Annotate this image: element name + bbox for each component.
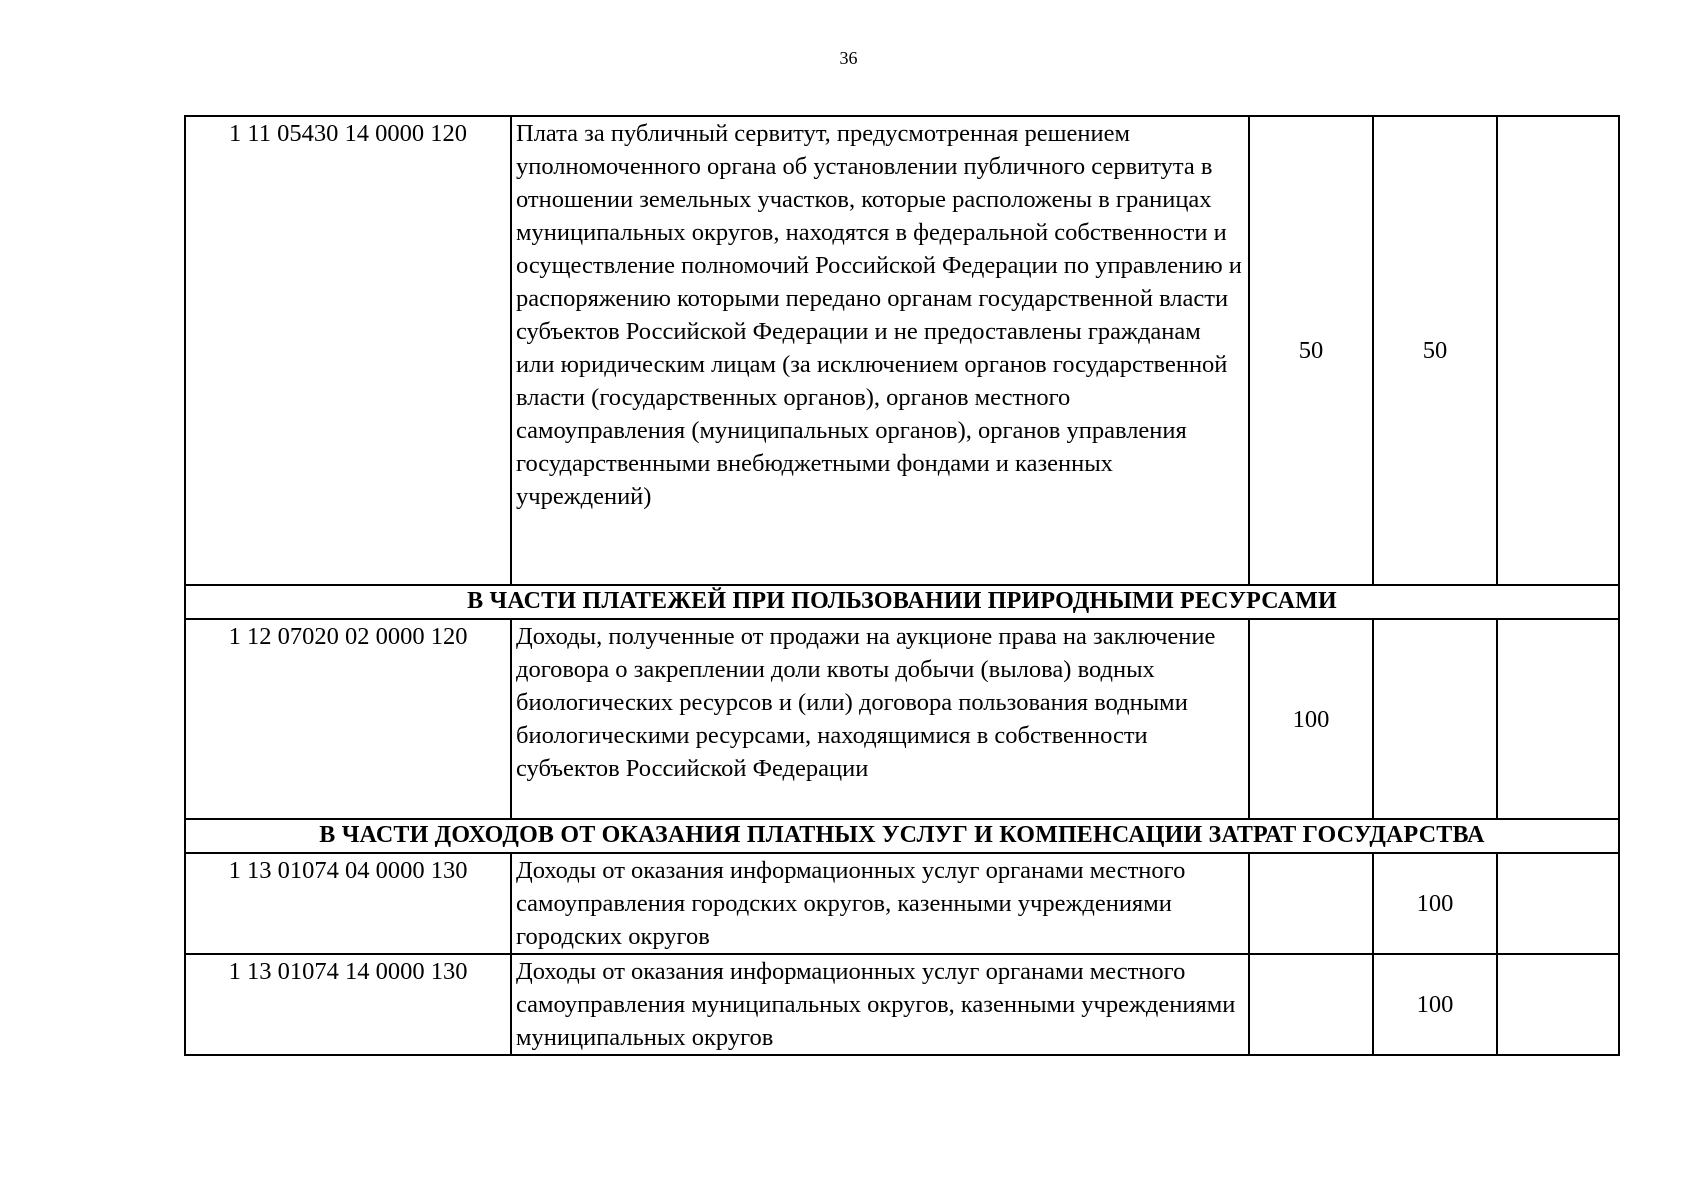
value-cell-1 <box>1249 853 1373 954</box>
section-header-row <box>185 819 1619 853</box>
value-cell-2: 100 <box>1373 853 1497 954</box>
budget-code-cell: 1 13 01074 14 0000 130 <box>185 954 511 1055</box>
value-cell-1: 100 <box>1249 619 1373 819</box>
section-header-natural-resources: В ЧАСТИ ПЛАТЕЖЕЙ ПРИ ПОЛЬЗОВАНИИ ПРИРОДНЫМИ РЕСУРСАМИ <box>185 585 1619 619</box>
value-cell-3 <box>1497 954 1619 1055</box>
revenue-table <box>184 115 1620 1056</box>
value-cell-2: 50 <box>1373 116 1497 585</box>
description-cell: Доходы, полученные от продажи на аукционе права на заключение договора о закреплении доли квоты добычи (вылова) водных биологических ресурсов и (или) договора пользования водными биологическими ресурсами, находящимися в собственности субъектов Российской Федерации <box>511 619 1249 819</box>
description-cell: Доходы от оказания информационных услуг органами местного самоуправления городских округов, казенными учреждениями городских округов <box>511 853 1249 954</box>
table-row <box>185 853 1619 954</box>
description-cell: Плата за публичный сервитут, предусмотренная решением уполномоченного органа об установлении публичного сервитута в отношении земельных участков, которые расположены в границах муниципальных округов, находятся в федеральной собственности и осуществление полномочий Российской Федерации по управлению и распоряжению которыми передано органам государственной власти субъектов Российской Федерации и не предоставлены гражданам или юридическим лицам (за исключением органов государственной власти (государственных органов), органов местного самоуправления (муниципальных органов), органов управления государственными внебюджетными фондами и казенных учреждений) <box>511 116 1249 585</box>
table-row <box>185 619 1619 819</box>
value-cell-3 <box>1497 619 1619 819</box>
budget-code-cell: 1 13 01074 04 0000 130 <box>185 853 511 954</box>
table-row <box>185 954 1619 1055</box>
budget-code-cell: 1 12 07020 02 0000 120 <box>185 619 511 819</box>
page-number: 36 <box>839 48 858 68</box>
value-cell-3 <box>1497 116 1619 585</box>
section-header-paid-services: В ЧАСТИ ДОХОДОВ ОТ ОКАЗАНИЯ ПЛАТНЫХ УСЛУГ И КОМПЕНСАЦИИ ЗАТРАТ ГОСУДАРСТВА <box>185 819 1619 853</box>
value-cell-1: 50 <box>1249 116 1373 585</box>
value-cell-2 <box>1373 619 1497 819</box>
budget-code-cell: 1 11 05430 14 0000 120 <box>185 116 511 585</box>
section-header-row <box>185 585 1619 619</box>
value-cell-1 <box>1249 954 1373 1055</box>
description-cell: Доходы от оказания информационных услуг органами местного самоуправления муниципальных округов, казенными учреждениями муниципальных округов <box>511 954 1249 1055</box>
value-cell-2: 100 <box>1373 954 1497 1055</box>
value-cell-3 <box>1497 853 1619 954</box>
table-row <box>185 116 1619 585</box>
